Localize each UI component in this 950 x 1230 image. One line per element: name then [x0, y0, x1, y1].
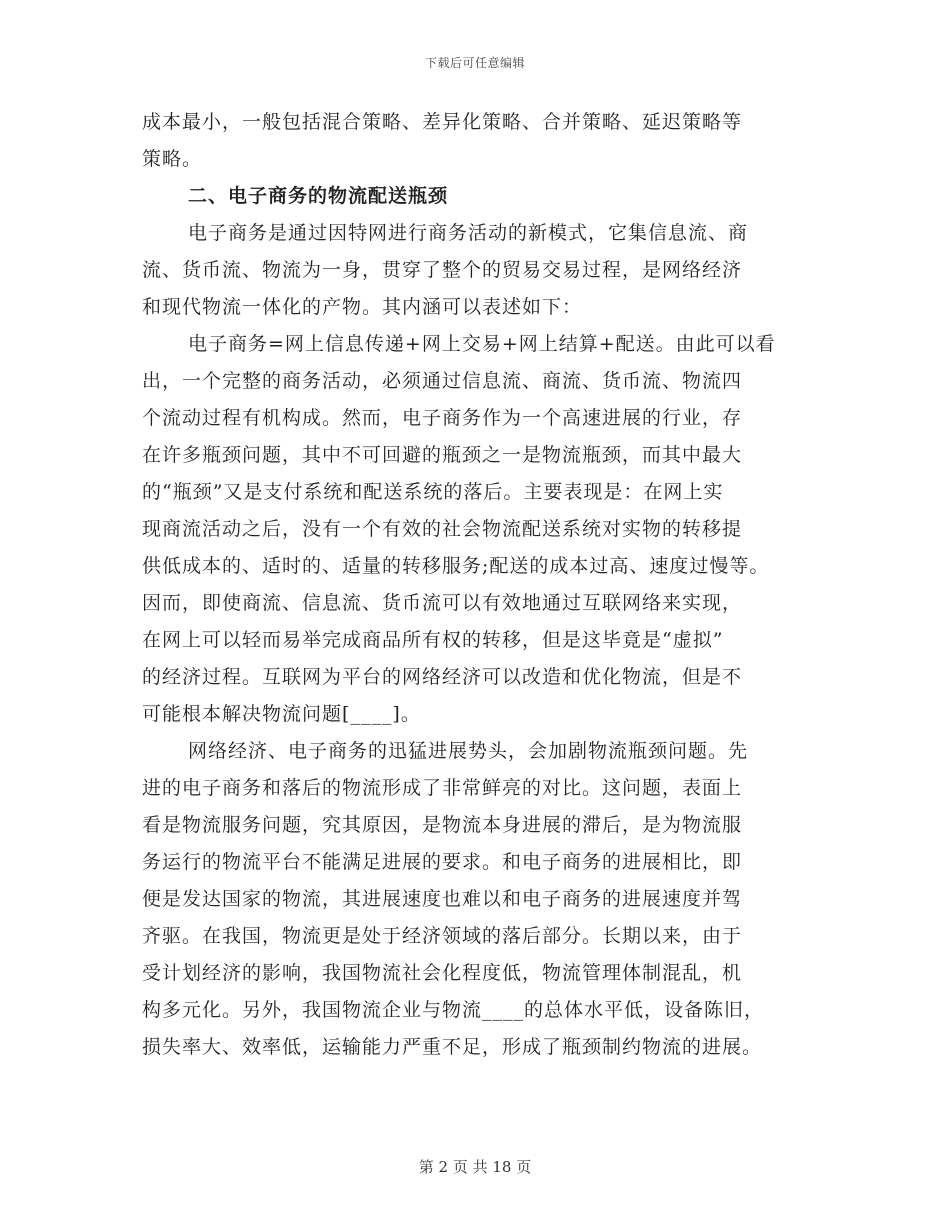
- document-body: [142, 104, 822, 1066]
- body-text-line: 供低成本的、适时的、适量的转移服务;配送的成本过高、速度过慢等。: [142, 555, 770, 577]
- body-text-line: 在许多瓶颈问题，其中不可回避的瓶颈之一是物流瓶颈，而其中最大: [142, 444, 743, 466]
- body-text-line: 务运行的物流平台不能满足进展的要求。和电子商务的进展相比，即: [142, 851, 743, 873]
- body-text-line: 现商流活动之后，没有一个有效的社会物流配送系统对实物的转移提: [142, 518, 743, 540]
- body-text-line: 的“瓶颈”又是支付系统和配送系统的落后。主要表现是：在网上实: [142, 481, 724, 503]
- page-header-note: 下载后可任意编辑: [424, 56, 525, 70]
- page-number-indicator: 第 2 页 共 18 页: [418, 1158, 532, 1176]
- body-text-line: 可能根本解决物流问题[____]。: [142, 703, 421, 725]
- section-heading: 二、电子商务的物流配送瓶颈: [188, 185, 449, 207]
- body-text-line: 便是发达国家的物流，其进展速度也难以和电子商务的进展速度并驾: [142, 888, 743, 910]
- body-text-line: 个流动过程有机构成。然而，电子商务作为一个高速进展的行业，存: [142, 407, 743, 429]
- body-text-line: 损失率大、效率低，运输能力严重不足，形成了瓶颈制约物流的进展。: [142, 1036, 763, 1058]
- body-text-line: 成本最小，一般包括混合策略、差异化策略、合并策略、延迟策略等: [142, 111, 743, 133]
- body-text-line: 因而，即使商流、信息流、货币流可以有效地通过互联网络来实现，: [142, 592, 743, 614]
- body-text-line: 策略。: [142, 148, 203, 170]
- paragraph-first-line: 电子商务是通过因特网进行商务活动的新模式，它集信息流、商: [188, 222, 749, 244]
- paragraph-first-line: 电子商务=网上信息传递+网上交易+网上结算+配送。由此可以看: [188, 333, 776, 355]
- paragraph-first-line: 网络经济、电子商务的迅猛进展势头，会加剧物流瓶颈问题。先: [188, 740, 749, 762]
- body-text-line: 在网上可以轻而易举完成商品所有权的转移，但是这毕竟是“虚拟”: [142, 629, 724, 651]
- body-text-line: 受计划经济的影响，我国物流社会化程度低，物流管理体制混乱，机: [142, 962, 743, 984]
- body-text-line: 流、货币流、物流为一身，贯穿了整个的贸易交易过程，是网络经济: [142, 259, 743, 281]
- body-text-line: 看是物流服务问题，究其原因，是物流本身进展的滞后，是为物流服: [142, 814, 743, 836]
- body-text-line: 的经济过程。互联网为平台的网络经济可以改造和优化物流，但是不: [142, 666, 743, 688]
- body-text-line: 进的电子商务和落后的物流形成了非常鲜亮的对比。这问题，表面上: [142, 777, 743, 799]
- body-text-line: 齐驱。在我国，物流更是处于经济领域的落后部分。长期以来，由于: [142, 925, 743, 947]
- body-text-line: 和现代物流一体化的产物。其内涵可以表述如下：: [142, 296, 583, 318]
- body-text-line: 构多元化。另外，我国物流企业与物流____的总体水平低，设备陈旧，: [142, 999, 765, 1021]
- body-text-line: 出，一个完整的商务活动，必须通过信息流、商流、货币流、物流四: [142, 370, 743, 392]
